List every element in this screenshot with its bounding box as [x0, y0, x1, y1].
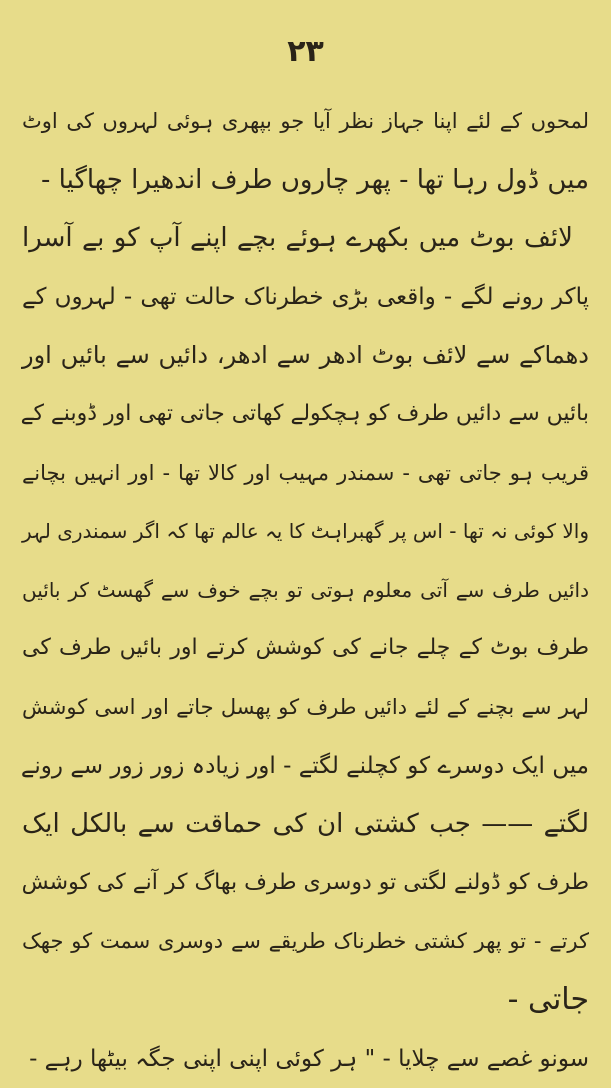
page-number: ۲۳	[0, 34, 611, 69]
text-line: بائیں سے دائیں طرف کو ہچکولے کھاتی جاتی تھی اور ڈوبنے کے	[22, 385, 589, 444]
text-line: لگتے —— جب کشتی ان کی حماقت سے بالکل ایک	[22, 795, 589, 854]
text-line: کرتے - تو پھر کشتی خطرناک طریقے سے دوسری سمت کو جھک	[22, 912, 589, 971]
text-line: لمحوں کے لئے اپنا جہاز نظر آیا جو بپھری ہوئی لہروں کی اوٹ	[22, 92, 589, 151]
text-line: سونو غصے سے چلایا - " ہر کوئی اپنی اپنی جگہ بیٹھا رہے -	[22, 1030, 589, 1088]
text-line: میں ڈول رہا تھا - پھر چاروں طرف اندھیرا چھاگیا -	[22, 151, 589, 210]
text-line: لہر سے بچنے کے لئے دائیں طرف کو پھسل جاتے اور اسی کوشش	[22, 678, 589, 737]
body-text	[22, 92, 589, 1088]
text-line: جاتی -	[22, 971, 589, 1030]
text-line: قریب ہو جاتی تھی - سمندر مہیب اور کالا تھا - اور انہیں بچانے	[22, 444, 589, 503]
text-line: میں ایک دوسرے کو کچلنے لگتے - اور زیادہ زور زور سے رونے	[22, 737, 589, 796]
text-line: طرف بوٹ کے چلے جانے کی کوشش کرتے اور بائیں طرف کی	[22, 619, 589, 678]
text-line: دھماکے سے لائف بوٹ ادھر سے ادھر، دائیں سے بائیں اور	[22, 326, 589, 385]
text-line: پاکر رونے لگے - واقعی بڑی خطرناک حالت تھی - لہروں کے	[22, 268, 589, 327]
text-line: دائیں طرف سے آتی معلوم ہوتی تو بچے خوف سے گھسٹ کر بائیں	[22, 561, 589, 620]
text-line: والا کوئی نہ تھا - اس پر گھبراہٹ کا یہ عالم تھا کہ اگر سمندری لہر	[22, 502, 589, 561]
text-line: طرف کو ڈولنے لگتی تو دوسری طرف بھاگ کر آنے کی کوشش	[22, 854, 589, 913]
text-line: لائف بوٹ میں بکھرے ہوئے بچے اپنے آپ کو بے آسرا	[22, 209, 589, 268]
